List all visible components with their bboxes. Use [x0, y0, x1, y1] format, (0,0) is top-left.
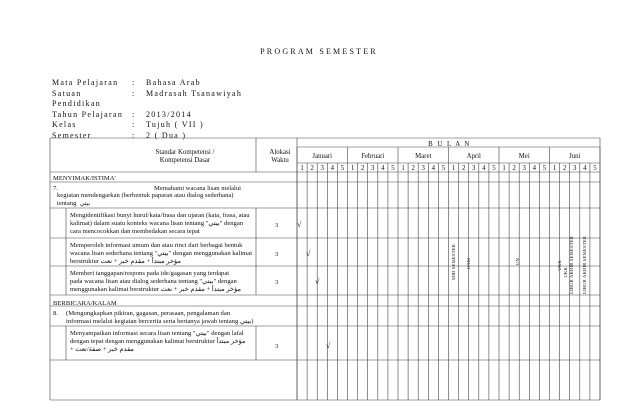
week-number: 3 [320, 165, 324, 172]
week-number: 2 [512, 165, 516, 172]
week-number: 3 [472, 165, 476, 172]
month-header: Maret [415, 153, 432, 160]
kd1-alokasi: 3 [275, 222, 279, 229]
info-label: Satuan Pendidikan [52, 88, 101, 109]
kd2-alokasi: 3 [275, 251, 279, 258]
alokasi-header-2: Waktu [271, 157, 289, 164]
page-title: PROGRAM SEMESTER [260, 47, 378, 56]
sk-header-2: Kompetensi Dasar [159, 157, 211, 164]
ukk-label-1: UKK [557, 260, 562, 271]
kd1-check: √ [297, 220, 302, 229]
kd3-check: √ [315, 277, 320, 286]
sk8-number: 8. [53, 310, 58, 317]
week-number: 2 [360, 165, 365, 172]
kd1-line3: cara mencocokkan dan membedakan secara tepat [70, 228, 200, 235]
kd4-line3: + مقدم خبر + صفة/نعت [70, 346, 134, 353]
uam-label: UAM [466, 258, 471, 270]
info-value: 2 ( Dua ) [146, 130, 187, 140]
week-number: 1 [300, 165, 304, 172]
week-number: 1 [451, 165, 456, 172]
month-header: Januari [312, 153, 333, 160]
kd2-line3: berstruktur مؤخر مبتدأ + مقدم خبر + نعت [70, 258, 181, 265]
month-header: Februari [361, 153, 385, 160]
kd3-line1: Memberi tanggapan/respons pada ide/gagasan yang terdapat [70, 270, 230, 277]
kd2-line1: Memperoleh informasi umum dan atau rinci dari berbagai bentuk [70, 242, 243, 249]
info-value: Tujuh ( VII ) [146, 120, 205, 130]
info-colon: : [132, 109, 136, 119]
sk8-line1: (Mengungkapkan pikiran, gagasan, perasaan, pengalaman dan [66, 310, 231, 317]
info-label: Tahun Pelajaran [52, 109, 124, 119]
sk7-line3-text: tentang [57, 200, 77, 207]
info-colon: : [132, 88, 136, 98]
week-number: 5 [391, 165, 395, 172]
sk-header-1: Standar Kompetensi / [155, 149, 215, 156]
kd4-line1: Menyampaikan informasi secara lisan tentang "بيتي" dengan lafal [70, 330, 244, 337]
week-number: 3 [522, 165, 526, 172]
info-colon: : [132, 130, 136, 140]
un-label: UN [515, 258, 520, 266]
week-number: 1 [552, 165, 557, 172]
kd4-line2: dengan tepat dengan menggunakan kalimat berstruktur مؤخر مبتدأ [70, 338, 246, 345]
info-label: Semester [52, 130, 92, 140]
week-number: 2 [562, 165, 567, 172]
week-number: 2 [461, 165, 466, 172]
month-header: April [466, 153, 481, 160]
kd2-check: √ [306, 249, 311, 258]
section-berbicara: BERBICARA/KALAM [53, 300, 117, 307]
sk7-number: 7. [53, 185, 58, 192]
week-number: 5 [441, 165, 446, 172]
week-number: 1 [350, 165, 355, 172]
info-value: 2013/2014 [146, 109, 192, 119]
kd4-alokasi: 3 [275, 343, 279, 350]
libur-label-1: LIBUR AKHIR SEMESTER [569, 236, 574, 294]
info-colon: : [132, 78, 136, 87]
sk7-line1: Memahami wacana lisan melalui [154, 185, 241, 192]
info-value: Madrasah Tsanawiyah [146, 88, 243, 98]
sk7-line2: kegiatan mendengarkan (berbentuk paparan atau dialog sederhana) [57, 192, 234, 199]
sk7-line3 [57, 200, 90, 208]
kd3-line3: menggunakan kalimat berstruktur مؤخر مبتدأ + مقدم خبر + نعت [70, 286, 242, 293]
week-number: 4 [381, 165, 385, 172]
bulan-header: B U L A N [428, 141, 471, 148]
week-number: 3 [573, 165, 577, 172]
week-number: 4 [330, 165, 335, 172]
mid-semester-label: MID SEMESTER [451, 244, 456, 280]
week-number: 1 [401, 165, 405, 172]
week-number: 1 [502, 165, 506, 172]
week-number: 2 [411, 165, 415, 172]
sk8-line2: informasi melalui kegiatan bercerita serta bertanya jawab tentang بيتي) [66, 318, 254, 325]
alokasi-header-1: Alokasi [269, 149, 291, 156]
week-number: 5 [492, 165, 496, 172]
week-number: 5 [542, 165, 547, 172]
week-number: 2 [310, 165, 314, 172]
info-label: Kelas [52, 120, 77, 130]
kd3-alokasi: 3 [275, 279, 279, 286]
info-colon: : [132, 120, 136, 130]
week-number: 3 [421, 165, 425, 172]
info-value: Bahasa Arab [146, 78, 201, 87]
month-header: Juni [569, 153, 581, 160]
kd1-line1: Mengidentifikasi bunyi huruf/kata/frasa dan ujaran (kata, frasa, atau [70, 212, 250, 219]
info-label: Mata Pelajaran [52, 78, 119, 87]
week-number: 4 [431, 165, 436, 172]
week-number: 5 [340, 165, 345, 172]
month-header: Mei [518, 153, 530, 160]
week-number: 4 [482, 165, 486, 172]
week-number: 4 [532, 165, 537, 172]
kd2-line2: wacana lisan sederhana tentang "بيتي" dengan menggunakan kalimat [70, 250, 253, 257]
week-number: 3 [371, 165, 375, 172]
kd4-check: √ [326, 341, 331, 350]
ukk-label-2: UKK [563, 267, 568, 278]
libur-label-2: LIBUR AKHIR SEMESTER [582, 236, 587, 294]
section-menyimak: MENYIMAK/ISTIMA' [53, 175, 116, 182]
kd3-line2: pada wacana lisan atau dialog sederhana tentang "بيتي" dengan [70, 278, 237, 285]
week-number: 5 [593, 165, 597, 172]
kd1-line2: kalimat) dalam suatu konteks wacana lisan tentang "بيتي" dengan [70, 220, 244, 227]
week-number: 4 [583, 165, 587, 172]
sk7-arabic: بيتي [79, 200, 91, 207]
